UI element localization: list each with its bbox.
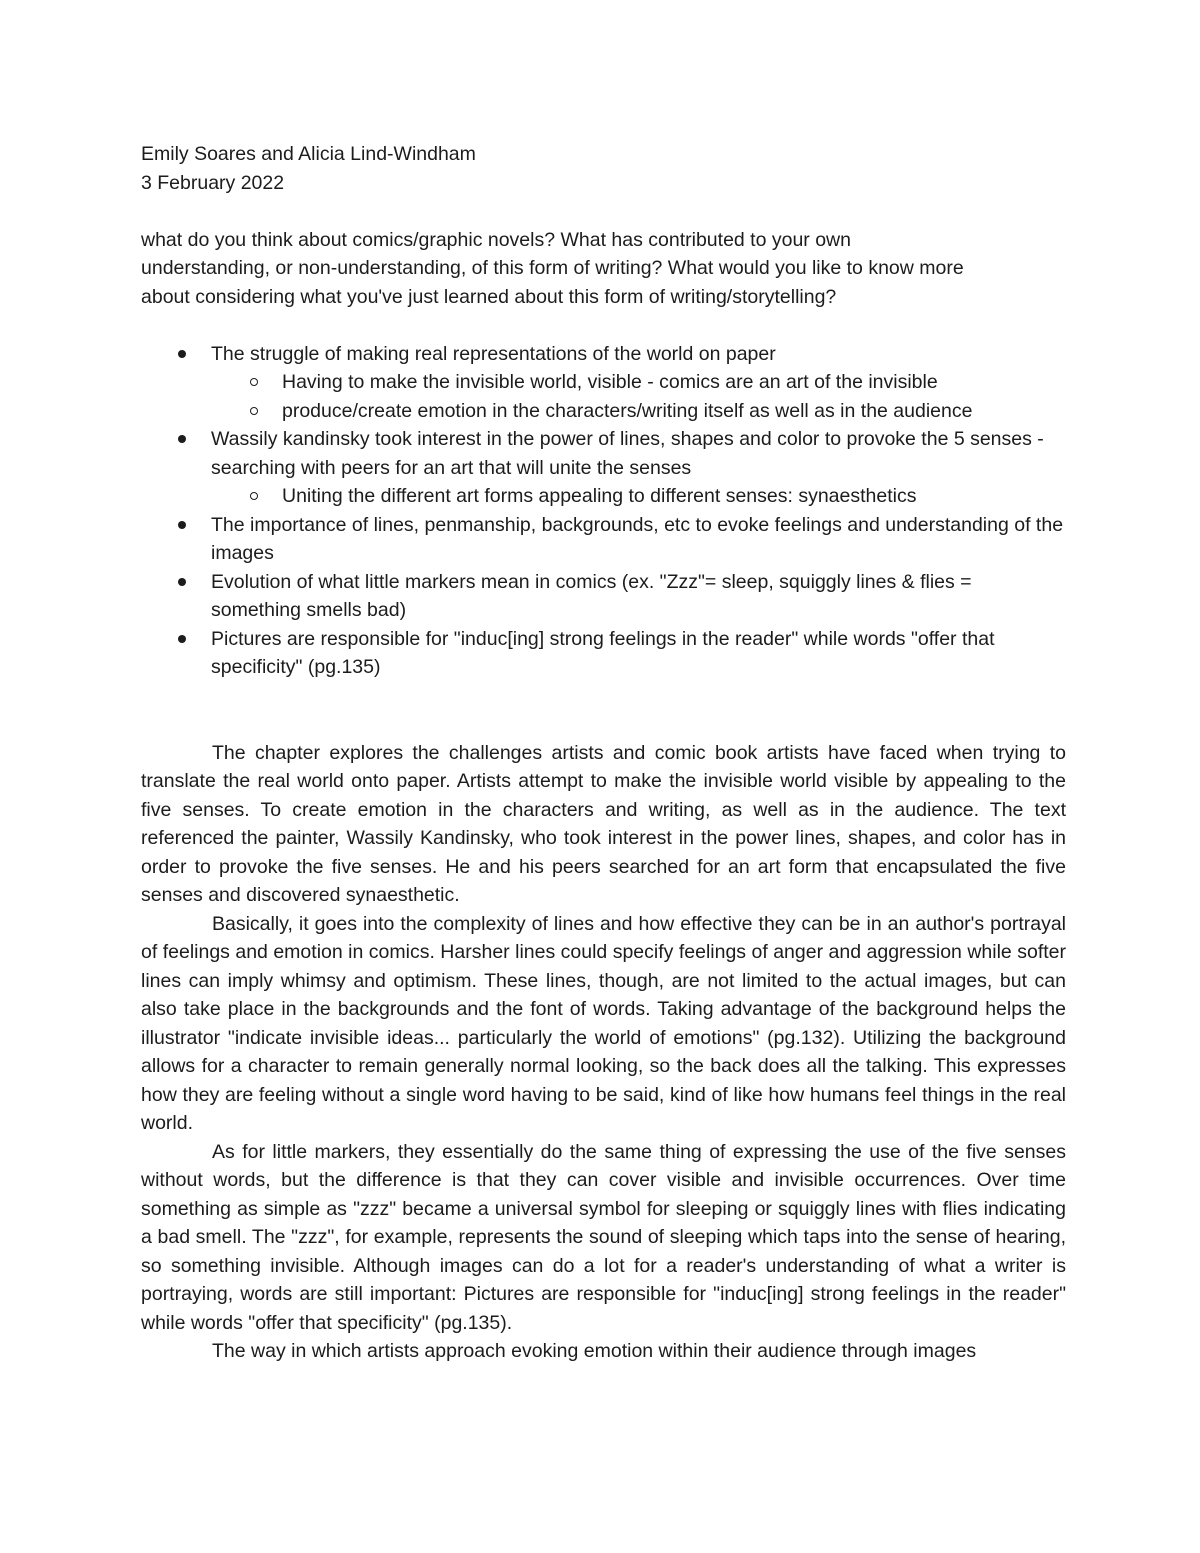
spacer (141, 197, 1066, 226)
list-item (141, 340, 1066, 426)
body-paragraph: Basically, it goes into the complexity of lines and how effective they can be in an author's portrayal of feelings and emotion in comics. Harsher lines could specify feelings of anger and aggression while softer lines can imply whimsy and optimism. These lines, though, are not limited to the actual images, but can also take place in the backgrounds and the font of words. Taking advantage of the background helps the illustrator "indicate invisible ideas... particularly the world of emotions" (pg.132). Utilizing the background allows for a character to remain generally normal looking, so the back does all the talking. This expresses how they are feeling without a single word having to be said, kind of like how humans feel things in the real world. (141, 912, 1066, 1134)
sub-list (211, 368, 1066, 425)
list-item-text: Evolution of what little markers mean in comics (ex. "Zzz"= sleep, squiggly lines & flies = something smells bad) (211, 570, 972, 621)
spacer (141, 311, 1066, 340)
document-page (141, 140, 1066, 1366)
list-item-text: The struggle of making real representations of the world on paper (211, 342, 776, 365)
list-item-text: The importance of lines, penmanship, backgrounds, etc to evoke feelings and understanding of the images (211, 513, 1064, 564)
list-item-text: Pictures are responsible for "induc[ing] strong feelings in the reader" while words "offer that specificity" (pg.135) (211, 627, 995, 678)
date-line: 3 February 2022 (141, 171, 285, 194)
list-item (141, 425, 1066, 511)
bullet-disc-icon (178, 350, 186, 358)
list-item (141, 568, 1066, 625)
body-paragraph: The chapter explores the challenges artists and comic book artists have faced when trying to translate the real world onto paper. Artists attempt to make the invisible world visible by appealing to the five senses. To create emotion in the characters and writing, as well as in the audience. The text referenced the painter, Wassily Kandinsky, who took interest in the power lines, shapes, and color has in order to provoke the five senses. He and his peers searched for an art form that encapsulated the five senses and discovered synaesthetic. (141, 741, 1066, 906)
sub-list-item (211, 397, 1066, 426)
bullet-circle-icon (250, 492, 258, 500)
body-paragraph: The way in which artists approach evoking emotion within their audience through images (212, 1340, 977, 1362)
list-item-text: Wassily kandinsky took interest in the power of lines, shapes and color to provoke the 5 senses - searching with peers for an art that will unite the senses (211, 428, 1044, 479)
sub-list (211, 482, 1066, 511)
sub-list-item-text: produce/create emotion in the characters/writing itself as well as in the audience (282, 399, 973, 422)
sub-list-item (211, 368, 1066, 397)
bullet-disc-icon (178, 521, 186, 529)
spacer (141, 682, 1066, 739)
prompt-line: about considering what you've just learned about this form of writing/storytelling? (141, 285, 837, 308)
bullet-disc-icon (178, 635, 186, 643)
bullet-disc-icon (178, 435, 186, 443)
list-item (141, 625, 1066, 682)
bullet-disc-icon (178, 578, 186, 586)
authors-line: Emily Soares and Alicia Lind-Windham (141, 143, 476, 165)
body-paragraph: As for little markers, they essentially do the same thing of expressing the use of the five senses without words, but the difference is that they can cover visible and invisible occurrences. Over time something as simple as "zzz" became a universal symbol for sleeping or squiggly lines with flies indicating a bad smell. The "zzz", for example, represents the sound of sleeping which taps into the sense of hearing, so something invisible. Although images can do a lot for a reader's understanding of what a writer is portraying, words are still important: Pictures are responsible for "induc[ing] strong feelings in the reader" while words "offer that specificity" (pg.135). (141, 1140, 1066, 1334)
notes-list (141, 340, 1066, 682)
bullet-circle-icon (250, 407, 258, 415)
prompt-line: understanding, or non-understanding, of this form of writing? What would you like to know more (141, 257, 964, 279)
bullet-circle-icon (250, 378, 258, 386)
sub-list-item-text: Uniting the different art forms appealing to different senses: synaesthetics (282, 485, 917, 507)
prompt-line: what do you think about comics/graphic novels? What has contributed to your own (141, 228, 851, 251)
sub-list-item (211, 482, 1066, 511)
list-item (141, 511, 1066, 568)
sub-list-item-text: Having to make the invisible world, visible - comics are an art of the invisible (282, 371, 938, 393)
